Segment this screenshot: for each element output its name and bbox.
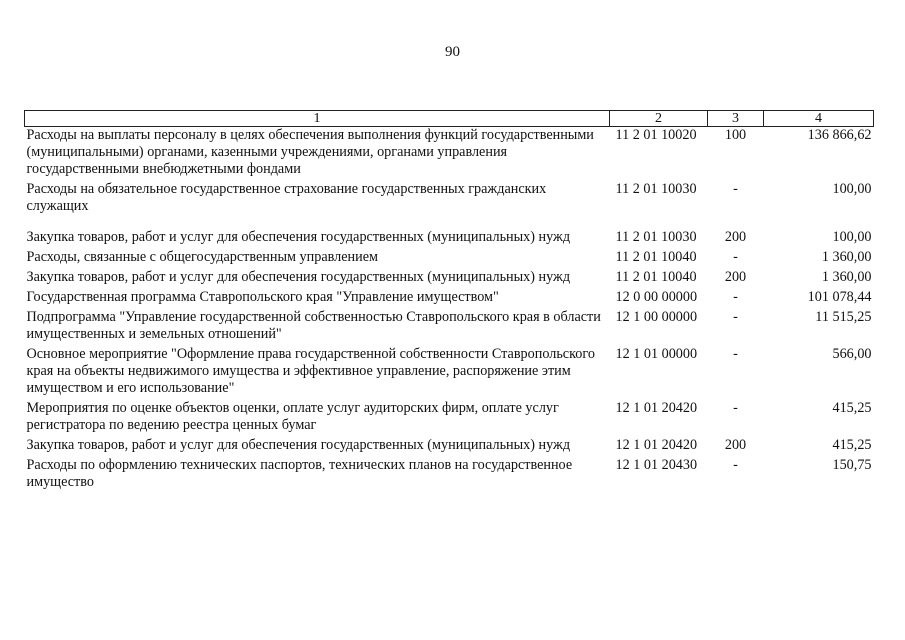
page-number: 90: [445, 44, 460, 60]
table-row: [25, 181, 874, 229]
row-name: Государственная программа Ставропольского края "Управление имуществом": [26, 289, 499, 305]
row-code: 11 2 01 10030: [615, 229, 697, 245]
row-name: Закупка товаров, работ и услуг для обеспечения государственных (муниципальных) нужд: [26, 269, 571, 285]
row-sum: 101 078,44: [807, 289, 872, 305]
table-row: [25, 346, 874, 400]
row-sum: 415,25: [832, 437, 872, 453]
budget-table: [24, 110, 874, 494]
row-expense-type: -: [733, 400, 738, 416]
row-code: 12 1 01 20420: [615, 400, 698, 416]
row-name: Расходы, связанные с общегосударственным управлением: [26, 249, 378, 265]
row-sum: 1 360,00: [821, 249, 872, 265]
row-name: Расходы по оформлению технических паспортов, технических планов на государственное имущество: [26, 457, 573, 490]
row-sum: 136 866,62: [807, 127, 872, 143]
row-expense-type: 100: [724, 127, 747, 143]
row-expense-type: -: [733, 289, 738, 305]
row-name: Закупка товаров, работ и услуг для обеспечения государственных (муниципальных) нужд: [26, 229, 571, 245]
row-expense-type: -: [733, 457, 738, 473]
row-code: 11 2 01 10040: [615, 249, 697, 265]
table-row: [25, 269, 874, 289]
row-expense-type: -: [733, 249, 738, 265]
row-sum: 1 360,00: [821, 269, 872, 285]
row-sum: 100,00: [832, 229, 872, 245]
row-code: 12 0 00 00000: [615, 289, 698, 305]
column-header-2: 2: [610, 111, 708, 127]
table-header-row: [25, 111, 874, 127]
table-row: [25, 400, 874, 437]
row-expense-type: 200: [724, 229, 747, 245]
row-expense-type: 200: [724, 269, 747, 285]
table-row: [25, 229, 874, 249]
row-name: Расходы на обязательное государственное страхование государственных гражданских служащих: [26, 181, 547, 214]
row-code: 12 1 00 00000: [615, 309, 698, 325]
table-row: [25, 289, 874, 309]
row-sum: 150,75: [832, 457, 872, 473]
table-row: [25, 437, 874, 457]
row-expense-type: 200: [724, 437, 747, 453]
row-expense-type: -: [733, 309, 738, 325]
row-sum: 415,25: [832, 400, 872, 416]
row-name: Подпрограмма "Управление государственной собственностью Ставропольского края в области имущественных и земельных отношений": [26, 309, 601, 342]
row-name: Основное мероприятие "Оформление права государственной собственности Ставропольского края на объекты недвижимого имущества и эффективное управление, распоряжение этим имуществом и его использование": [26, 346, 595, 396]
row-code: 12 1 01 20430: [615, 457, 698, 473]
row-code: 12 1 01 00000: [615, 346, 698, 362]
row-code: 11 2 01 10030: [615, 181, 697, 197]
row-sum: 11 515,25: [815, 309, 872, 325]
row-expense-type: -: [733, 346, 738, 362]
column-header-3: 3: [708, 111, 764, 127]
row-sum: 566,00: [832, 346, 872, 362]
row-code: 11 2 01 10020: [615, 127, 697, 143]
table-row: [25, 249, 874, 269]
row-name: Закупка товаров, работ и услуг для обеспечения государственных (муниципальных) нужд: [26, 437, 571, 453]
table-row: [25, 127, 874, 182]
row-code: 12 1 01 20420: [615, 437, 698, 453]
row-expense-type: -: [733, 181, 738, 197]
row-sum: 100,00: [832, 181, 872, 197]
column-header-4: 4: [764, 111, 874, 127]
table-row: [25, 457, 874, 494]
column-header-1: 1: [25, 111, 610, 127]
row-name: Расходы на выплаты персоналу в целях обеспечения выполнения функций государственными (муниципальными) органами, казенными учреждениями, органами управления государственными внебюджетными фондами: [26, 127, 594, 177]
table-row: [25, 309, 874, 346]
row-code: 11 2 01 10040: [615, 269, 697, 285]
row-name: Мероприятия по оценке объектов оценки, оплате услуг аудиторских фирм, оплате услуг регистратора по ведению реестра ценных бумаг: [26, 400, 559, 433]
